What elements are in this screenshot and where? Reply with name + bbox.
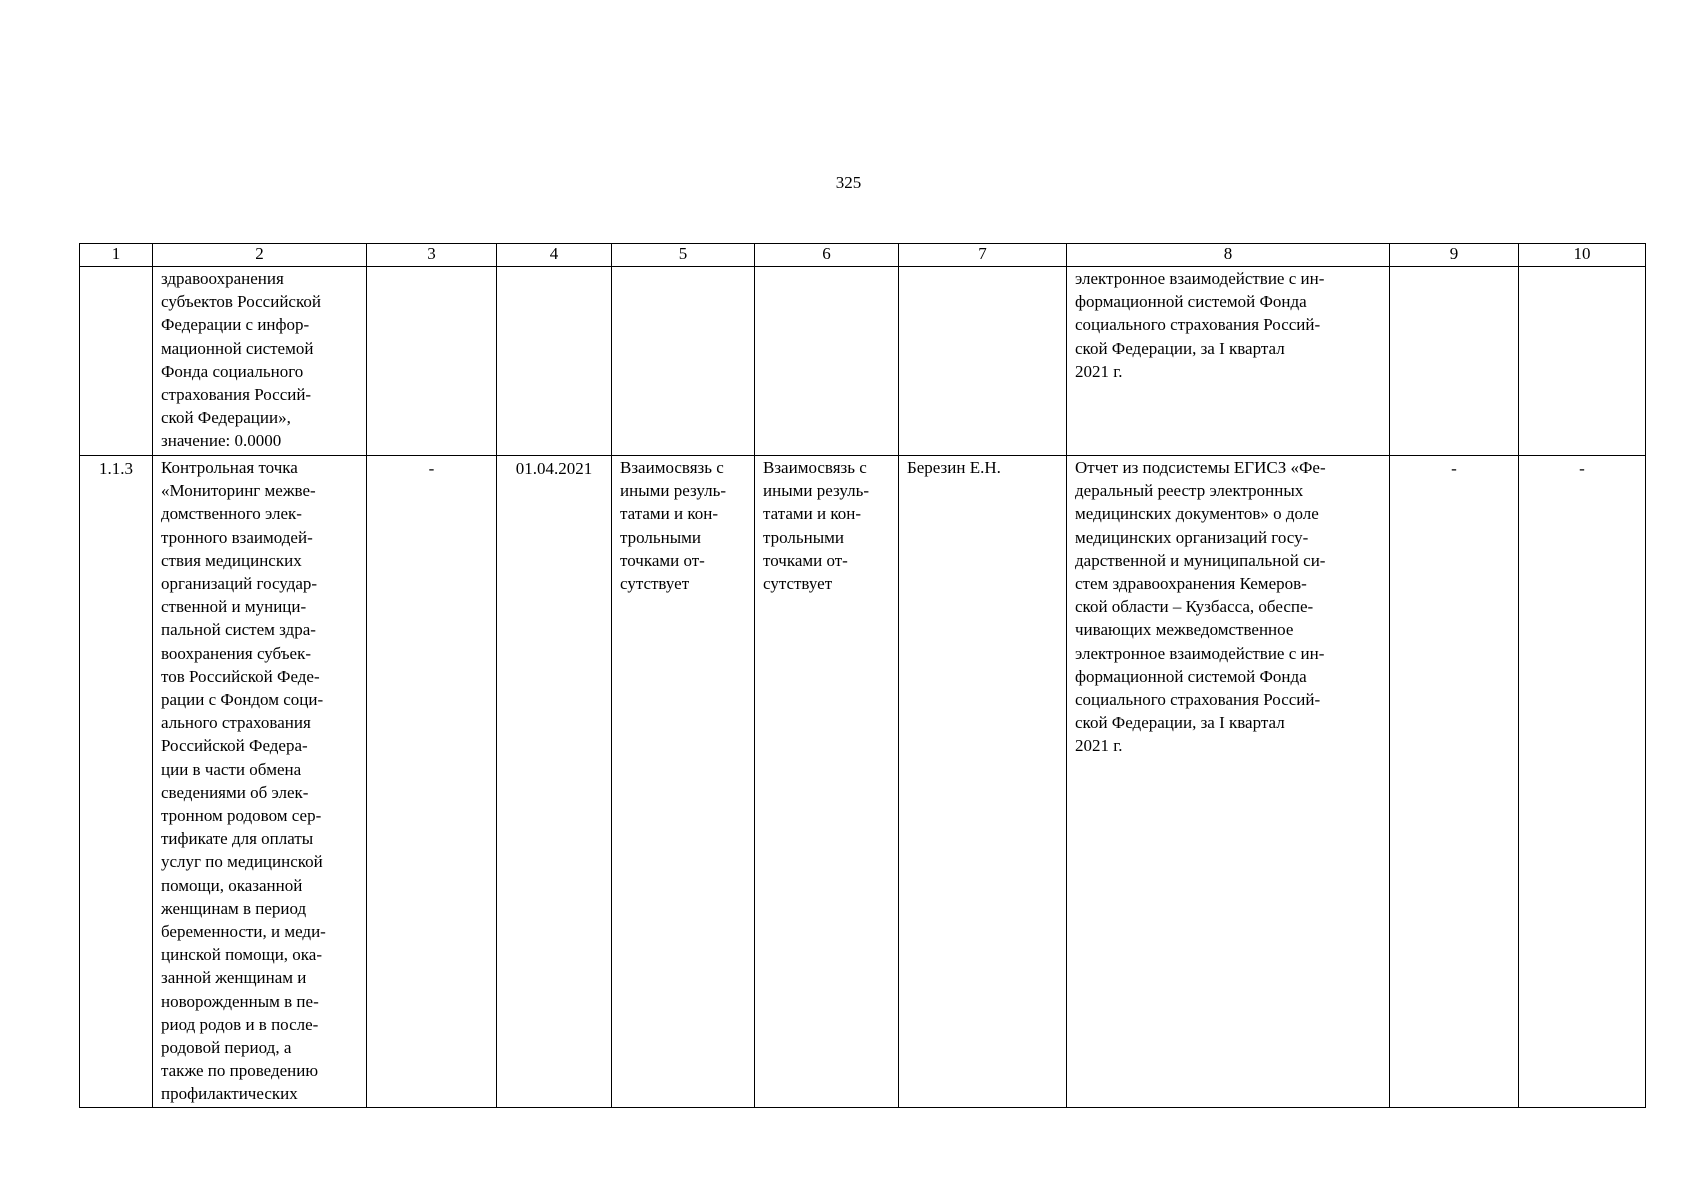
text-line: татами и кон- xyxy=(763,504,862,524)
text-line: иными резуль- xyxy=(620,481,726,501)
text-line: профилактических xyxy=(161,1084,298,1104)
text-line: социального страхования Россий- xyxy=(1075,690,1321,710)
row2-cell-2 xyxy=(153,456,367,1108)
text-line: рации с Фондом соци- xyxy=(161,690,324,710)
text-line: формационной системой Фонда xyxy=(1075,666,1307,686)
text-line: занной женщинам и xyxy=(161,968,307,988)
text-line: медицинских организаций госу- xyxy=(1075,527,1309,547)
row1-cell-1 xyxy=(80,267,153,456)
header-cell-4: 4 xyxy=(497,244,612,267)
text-line: «Мониторинг межве- xyxy=(161,481,316,501)
text-line: точками от- xyxy=(763,550,848,570)
row1-cell-7 xyxy=(899,267,1067,456)
text-line: тронном родовом сер- xyxy=(161,806,322,826)
header-cell-2: 2 xyxy=(153,244,367,267)
text-line: деральный реестр электронных xyxy=(1075,481,1304,501)
text-line: родовой период, а xyxy=(161,1038,292,1058)
text-line: Российской Федера- xyxy=(161,736,308,756)
row2-responsible: Березин Е.Н. xyxy=(899,456,1067,1108)
text-line: женщинам в период xyxy=(161,898,307,918)
header-cell-1: 1 xyxy=(80,244,153,267)
text-line: сутствует xyxy=(620,574,690,594)
document-table xyxy=(79,243,1646,1108)
text-line: субъектов Российской xyxy=(161,292,321,312)
header-cell-7: 7 xyxy=(899,244,1067,267)
page-number: 325 xyxy=(835,173,862,192)
header-cell-10: 10 xyxy=(1519,244,1646,267)
row2-cell-5 xyxy=(612,456,755,1108)
text-line: формационной системой Фонда xyxy=(1075,292,1307,312)
row2-date: 01.04.2021 xyxy=(497,456,612,1108)
text-line: дарственной и муниципальной си- xyxy=(1075,550,1326,570)
text-line: сведениями об элек- xyxy=(161,782,309,802)
text-line: ской Федерации», xyxy=(161,408,291,428)
row2-cell-9: - xyxy=(1390,456,1519,1108)
table-row xyxy=(80,267,1646,456)
header-cell-8: 8 xyxy=(1067,244,1390,267)
text-line: иными резуль- xyxy=(763,481,869,501)
text-line: ской Федерации, за I квартал xyxy=(1075,713,1285,733)
text-line: Взаимосвязь с xyxy=(763,458,867,477)
text-line: трольными xyxy=(620,527,702,547)
row1-cell-8 xyxy=(1067,267,1390,456)
text-line: беременности, и меди- xyxy=(161,922,326,942)
row1-cell-5 xyxy=(612,267,755,456)
text-line: организаций государ- xyxy=(161,574,318,594)
table-header-row xyxy=(80,244,1646,267)
header-cell-5: 5 xyxy=(612,244,755,267)
row2-cell-10: - xyxy=(1519,456,1646,1108)
row1-cell-9 xyxy=(1390,267,1519,456)
text-line: чивающих межведомственное xyxy=(1075,620,1294,640)
text-line: ской Федерации, за I квартал xyxy=(1075,338,1285,358)
text-line: услуг по медицинской xyxy=(161,852,323,872)
row2-cell-3: - xyxy=(367,456,497,1108)
text-line: риод родов и в после- xyxy=(161,1014,319,1034)
text-line: страхования Россий- xyxy=(161,385,312,405)
text-line: Контрольная точка xyxy=(161,458,298,477)
text-line: ской области – Кузбасса, обеспе- xyxy=(1075,597,1314,617)
row2-cell-8 xyxy=(1067,456,1390,1108)
header-cell-6: 6 xyxy=(755,244,899,267)
text-line: ственной и муници- xyxy=(161,597,307,617)
text-line: 2021 г. xyxy=(1075,736,1123,756)
row1-cell-10 xyxy=(1519,267,1646,456)
row1-cell-4 xyxy=(497,267,612,456)
text-line: также по проведению xyxy=(161,1061,319,1081)
text-line: Фонда социального xyxy=(161,361,304,381)
text-line: социального страхования Россий- xyxy=(1075,315,1321,335)
text-line: Федерации с инфор- xyxy=(161,315,310,335)
row1-cell-2 xyxy=(153,267,367,456)
text-line: ствия медицинских xyxy=(161,550,302,570)
row1-cell-3 xyxy=(367,267,497,456)
text-line: воохранения субъек- xyxy=(161,643,312,663)
row2-number: 1.1.3 xyxy=(80,456,153,1108)
text-line: помощи, оказанной xyxy=(161,875,303,895)
row2-cell-6 xyxy=(755,456,899,1108)
text-line: пальной систем здра- xyxy=(161,620,316,640)
text-line: тов Российской Феде- xyxy=(161,666,320,686)
row1-cell-6 xyxy=(755,267,899,456)
text-line: Взаимосвязь с xyxy=(620,458,724,477)
text-line: мационной системой xyxy=(161,338,314,358)
text-line: новорожденным в пе- xyxy=(161,991,319,1011)
text-line: тронного взаимодей- xyxy=(161,527,313,547)
text-line: электронное взаимодействие с ин- xyxy=(1075,643,1325,663)
text-line: медицинских документов» о доле xyxy=(1075,504,1319,524)
text-line: трольными xyxy=(763,527,845,547)
text-line: ции в части обмена xyxy=(161,759,302,779)
text-line: цинской помощи, ока- xyxy=(161,945,323,965)
text-line: значение: 0.0000 xyxy=(161,431,282,451)
text-line: точками от- xyxy=(620,550,705,570)
text-line: здравоохранения xyxy=(161,269,284,288)
text-line: 2021 г. xyxy=(1075,361,1123,381)
header-cell-3: 3 xyxy=(367,244,497,267)
text-line: домственного элек- xyxy=(161,504,302,524)
text-line: ального страхования xyxy=(161,713,311,733)
text-line: электронное взаимодействие с ин- xyxy=(1075,269,1325,288)
text-line: тификате для оплаты xyxy=(161,829,314,849)
text-line: сутствует xyxy=(763,574,833,594)
header-cell-9: 9 xyxy=(1390,244,1519,267)
table-row xyxy=(80,456,1646,1108)
text-line: татами и кон- xyxy=(620,504,719,524)
text-line: стем здравоохранения Кемеров- xyxy=(1075,574,1307,594)
text-line: Отчет из подсистемы ЕГИСЗ «Фе- xyxy=(1075,458,1326,477)
